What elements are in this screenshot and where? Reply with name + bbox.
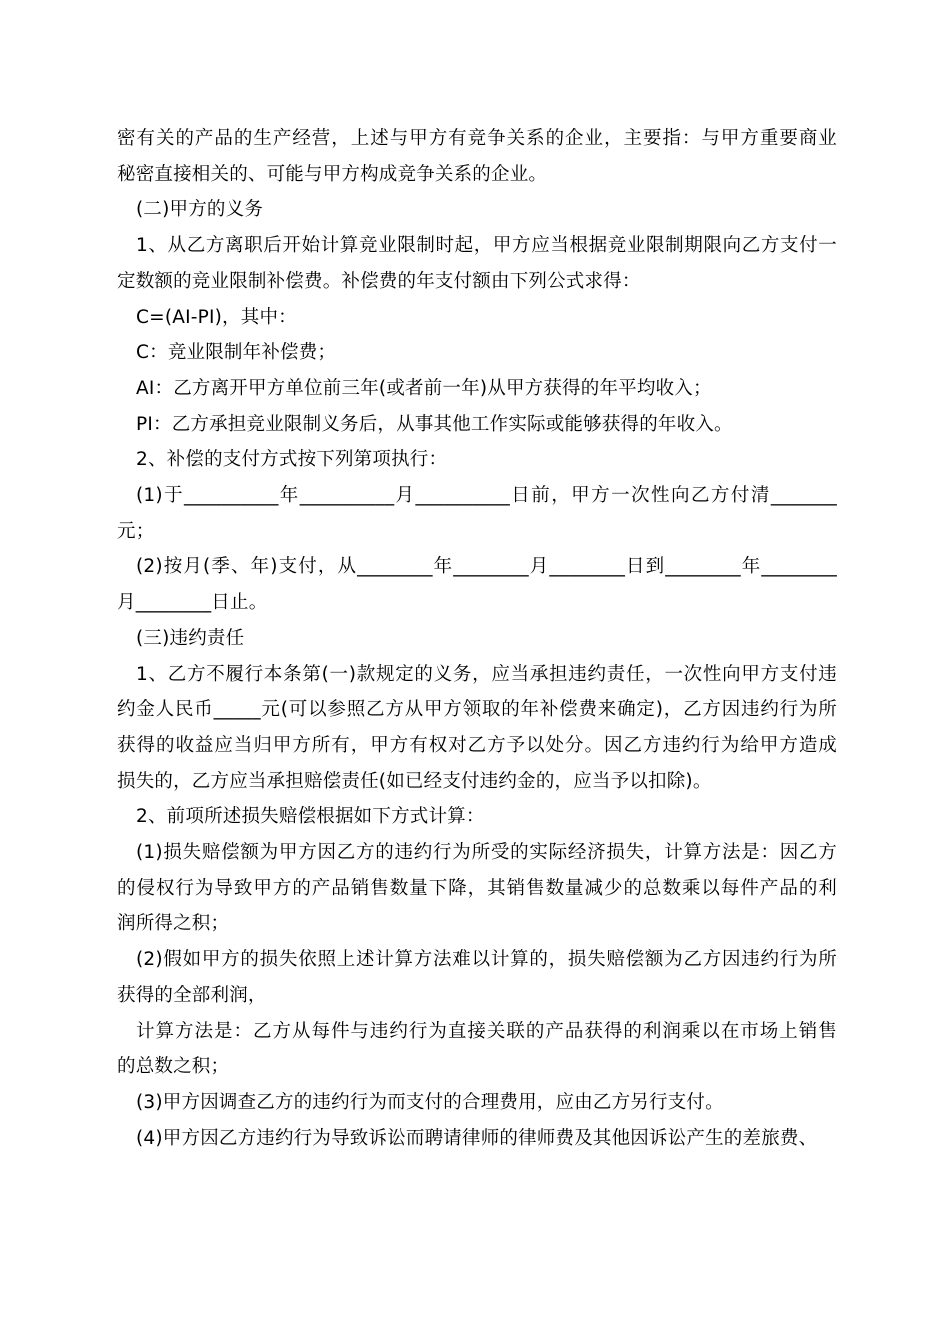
text-line: 定数额的竞业限制补偿费。补偿费的年支付额由下列公式求得： (117, 270, 641, 292)
text-line: AI：乙方离开甲方单位前三年(或者前一年)从甲方获得的年平均收入； (136, 377, 712, 399)
text-line: (三)违约责任 (136, 627, 245, 649)
text-line: 计算方法是：乙方从每件与违约行为直接关联的产品获得的利润乘以在市场上销售 (136, 1020, 837, 1042)
paragraph-profit-based-loss (117, 942, 837, 1013)
paragraph-calculation-method (117, 1014, 837, 1085)
text-line: (4)甲方因乙方违约行为导致诉讼而聘请律师的律师费及其他因诉讼产生的差旅费、 (136, 1127, 818, 1149)
text-line: 1、乙方不履行本条第(一)款规定的义务，应当承担违约责任，一次性向甲方支付违 (136, 663, 837, 685)
text-line: 密有关的产品的生产经营，上述与甲方有竞争关系的企业，主要指：与甲方重要商业 (117, 128, 837, 149)
paragraph-liquidated-damages (117, 657, 837, 800)
document-body (117, 121, 837, 1156)
text-line: (二)甲方的义务 (136, 199, 264, 221)
text-line: 获得的全部利润， (117, 984, 267, 1006)
text-line: (1)于__________年__________月__________日前，甲方一次性向乙方付清_______ (136, 485, 837, 507)
paragraph-legal-costs (117, 1121, 837, 1157)
text-line: (1)损失赔偿额为甲方因乙方的违约行为所受的实际经济损失，计算方法是：因乙方 (136, 842, 837, 864)
text-line: (2)按月(季、年)支付，从________年________月________日到________年________ (136, 556, 837, 578)
formula-definition-ai (117, 371, 837, 407)
text-line: 1、从乙方离职后开始计算竞业限制时起，甲方应当根据竞业限制期限向乙方支付一 (136, 235, 837, 257)
text-line: 的侵权行为导致甲方的产品销售数量下降，其销售数量减少的总数乘以每件产品的利 (117, 877, 837, 899)
text-line: 获得的收益应当归甲方所有，甲方有权对乙方予以处分。因乙方违约行为给甲方造成 (117, 734, 837, 756)
text-line: (3)甲方因调查乙方的违约行为而支付的合理费用，应由乙方另行支付。 (136, 1091, 724, 1113)
text-line: 的总数之积； (117, 1056, 230, 1078)
text-line: 2、前项所述损失赔偿根据如下方式计算： (136, 806, 485, 828)
text-line: 约金人民币_____元(可以参照乙方从甲方领取的年补偿费来确定)，乙方因违约行为所 (117, 699, 837, 721)
text-line: 2、补偿的支付方式按下列第项执行： (136, 449, 448, 471)
text-line: 元； (117, 520, 155, 542)
paragraph-compensation-payment (117, 228, 837, 299)
text-line: 损失的，乙方应当承担赔偿责任(如已经支付违约金的，应当予以扣除)。 (117, 770, 712, 792)
text-line: (2)假如甲方的损失依照上述计算方法难以计算的，损失赔偿额为乙方因违约行为所 (136, 949, 837, 971)
paragraph-competitor-definition (117, 121, 837, 192)
paragraph-damage-calculation (117, 799, 837, 835)
section-heading-party-a-obligations (117, 192, 837, 228)
text-line: 润所得之积； (117, 913, 230, 935)
formula-definition-c (117, 335, 837, 371)
formula-definition-pi (117, 407, 837, 443)
text-line: C：竞业限制年补偿费； (136, 342, 337, 364)
text-line: PI：乙方承担竞业限制义务后，从事其他工作实际或能够获得的年收入。 (136, 413, 733, 435)
paragraph-lump-sum-option (117, 478, 837, 549)
text-line: 秘密直接相关的、可能与甲方构成竞争关系的企业。 (117, 163, 548, 185)
text-line: 月________日止。 (117, 592, 268, 614)
section-heading-liability (117, 621, 837, 657)
text-line: C=(AI-PI)，其中： (136, 306, 297, 328)
paragraph-actual-loss (117, 835, 837, 942)
paragraph-investigation-costs (117, 1085, 837, 1121)
formula-line (117, 300, 837, 336)
paragraph-installment-option (117, 549, 837, 620)
paragraph-payment-method (117, 442, 837, 478)
